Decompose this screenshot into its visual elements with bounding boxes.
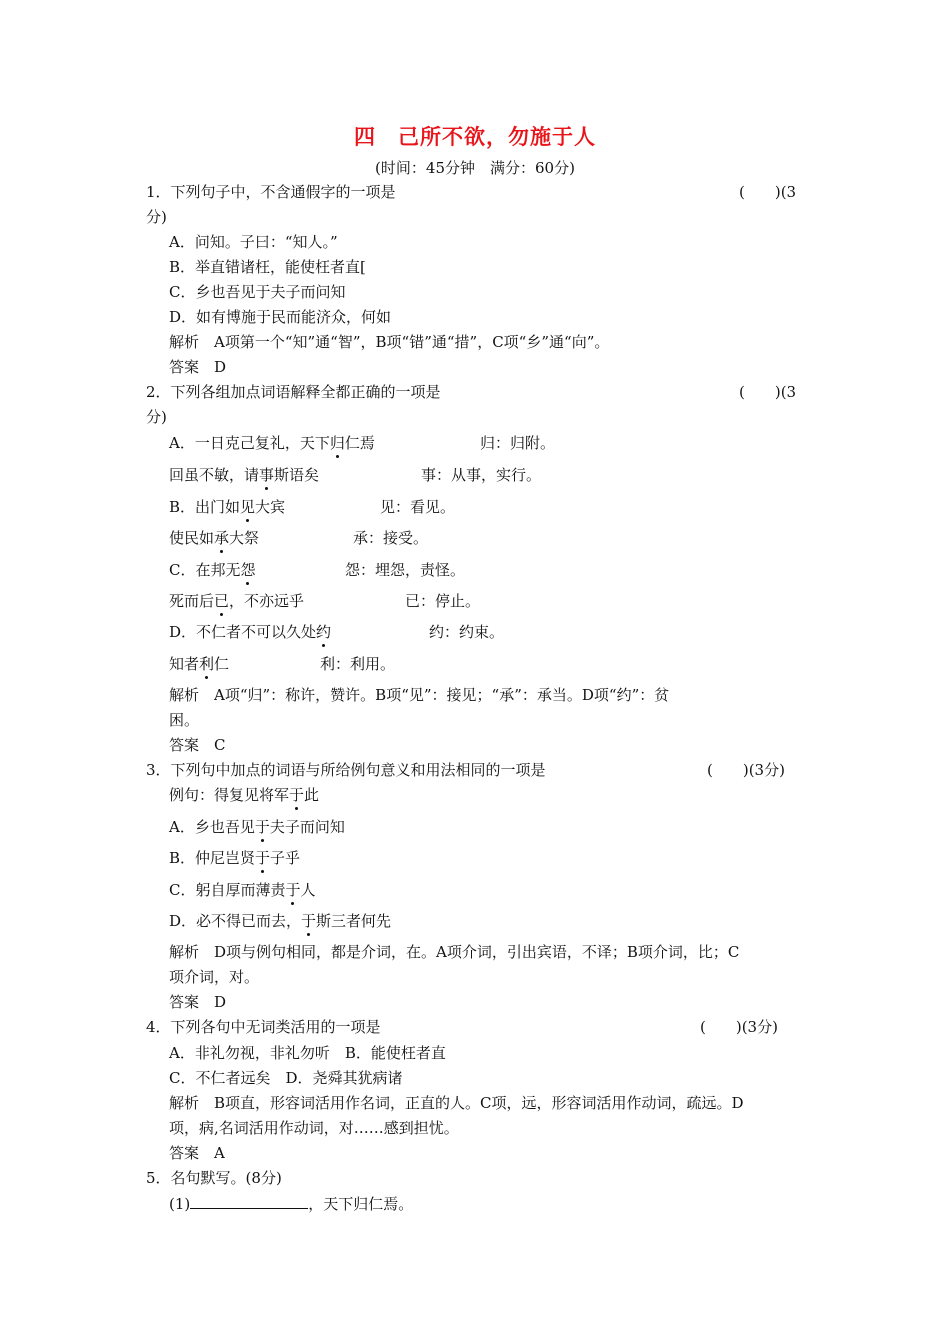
q2-analysis-line2: 困。 — [169, 711, 200, 729]
q4-answer: 答案 A — [169, 1144, 225, 1162]
q2-option-d-gloss2: 利：利用。 — [320, 655, 396, 673]
q2-analysis-line1: 解析 A项“归”：称许，赞许。B项“见”：接见；“承”：承当。D项“约”：贫 — [169, 686, 670, 704]
q4-analysis-line2: 项，病,名词活用作动词，对……感到担忧。 — [169, 1119, 459, 1137]
fill-in-blank[interactable] — [190, 1193, 308, 1209]
q1-analysis: 解析 A项第一个“知”通“智”，B项“错”通“措”，C项“乡”通“向”。 — [169, 333, 610, 351]
q2-option-a-gloss2: 事：从事，实行。 — [421, 466, 542, 484]
q2-option-b-line1 — [169, 497, 285, 517]
q3-option-b — [169, 848, 300, 868]
emphasis-dot-word: 承 — [214, 529, 230, 547]
q5-stem: 5．名句默写。(8分) — [146, 1169, 282, 1187]
q1-score-tail: 分) — [146, 208, 167, 226]
text-segment: 大祭 — [229, 529, 260, 547]
q4-score: ( )(3分) — [700, 1018, 778, 1036]
q4-options-ab: A．非礼勿视，非礼勿听 B．能使枉者直 — [169, 1044, 446, 1062]
text-segment: 人 — [300, 881, 316, 899]
text-segment: 知者 — [169, 655, 200, 673]
emphasis-dot-word: 已 — [214, 592, 230, 610]
text-segment: 使民如 — [169, 529, 215, 547]
emphasis-dot-word: 怨 — [240, 561, 256, 579]
text-segment: 仁焉 — [344, 434, 375, 452]
q2-option-b-line2 — [169, 528, 259, 548]
text-segment: 回虽不敏，请 — [169, 466, 260, 484]
q3-stem: 3．下列句中加点的词语与所给例句意义和用法相同的一项是 — [146, 761, 546, 779]
emphasis-dot-word: 归 — [329, 434, 345, 452]
text-segment: B．出门如 — [169, 498, 241, 516]
q3-option-d — [169, 911, 391, 931]
emphasis-dot-word: 于 — [255, 849, 271, 867]
q5-item-1 — [169, 1193, 413, 1214]
emphasis-dot-word: 于 — [254, 818, 270, 836]
text-segment: 斯三者何先 — [316, 912, 392, 930]
text-segment: 例句：得复见将军 — [169, 786, 290, 804]
emphasis-dot-word: 利 — [199, 655, 215, 673]
q2-option-b-gloss1: 见：看见。 — [380, 498, 456, 516]
emphasis-dot-word: 于 — [301, 912, 317, 930]
text-segment: D．必不得已而去， — [169, 912, 302, 930]
emphasis-dot-word: 于 — [285, 881, 301, 899]
q2-option-d-gloss1: 约：约束。 — [429, 623, 505, 641]
q3-example — [169, 785, 319, 805]
q1-stem: 1．下列句子中，不含通假字的一项是 — [146, 183, 396, 201]
q4-analysis-line1: 解析 B项直，形容词活用作名词，正直的人。C项，远，形容词活用作动词，疏远。D — [169, 1094, 744, 1112]
text-segment: ，不亦远乎 — [229, 592, 305, 610]
text-segment: A．乡也吾见 — [169, 818, 255, 836]
emphasis-dot-word: 约 — [316, 623, 332, 641]
q2-option-d-line2 — [169, 654, 229, 674]
q2-option-d-line1 — [169, 622, 331, 642]
q1-option-c: C．乡也吾见于夫子而问知 — [169, 283, 346, 301]
q3-analysis-line2: 项介词，对。 — [169, 968, 260, 986]
text-segment: 大宾 — [255, 498, 286, 516]
text-segment: B．仲尼岂贤 — [169, 849, 256, 867]
q2-score-tail: 分) — [146, 408, 167, 426]
document-subtitle: (时间：45分钟 满分：60分) — [375, 159, 575, 177]
q1-option-a: A．问知。子曰：“知人。” — [169, 233, 338, 251]
text-segment: D．不仁者不可以久处 — [169, 623, 317, 641]
q1-option-d: D．如有博施于民而能济众，何如 — [169, 308, 392, 326]
q2-option-c-gloss2: 已：停止。 — [405, 592, 481, 610]
text-segment: ，天下归仁焉。 — [308, 1195, 414, 1213]
text-segment: 此 — [304, 786, 320, 804]
q2-option-c-gloss1: 怨：埋怨，责怪。 — [345, 561, 466, 579]
text-segment: (1) — [169, 1195, 191, 1213]
text-segment: 子乎 — [270, 849, 301, 867]
text-segment: 斯语矣 — [274, 466, 320, 484]
q3-option-c — [169, 880, 316, 900]
q3-score: ( )(3分) — [707, 761, 785, 779]
q2-option-a-line2 — [169, 465, 319, 485]
q2-score: ( )(3 — [739, 383, 797, 401]
q2-option-b-gloss2: 承：接受。 — [353, 529, 429, 547]
q2-option-c-line2 — [169, 591, 304, 611]
q2-option-c-line1 — [169, 560, 256, 580]
q2-option-a-line1 — [169, 433, 375, 453]
text-segment: C．在邦无 — [169, 561, 241, 579]
q4-options-cd: C．不仁者远矣 D．尧舜其犹病诸 — [169, 1069, 403, 1087]
text-segment: 仁 — [214, 655, 230, 673]
q2-answer: 答案 C — [169, 736, 226, 754]
q1-answer: 答案 D — [169, 358, 227, 376]
emphasis-dot-word: 见 — [240, 498, 256, 516]
q4-stem: 4．下列各句中无词类活用的一项是 — [146, 1018, 381, 1036]
document-title: 四 己所不欲，勿施于人 — [354, 125, 596, 149]
q1-score: ( )(3 — [739, 183, 797, 201]
q2-stem: 2．下列各组加点词语解释全都正确的一项是 — [146, 383, 441, 401]
text-segment: 死而后 — [169, 592, 215, 610]
text-segment: 夫子而问知 — [269, 818, 345, 836]
emphasis-dot-word: 于 — [289, 786, 305, 804]
q3-option-a — [169, 817, 345, 837]
q1-option-b: B．举直错诸枉，能使枉者直[ — [169, 258, 366, 276]
q2-option-a-gloss1: 归：归附。 — [480, 434, 556, 452]
text-segment: A．一日克己复礼，天下 — [169, 434, 330, 452]
q3-analysis-line1: 解析 D项与例句相同，都是介词，在。A项介词，引出宾语，不译；B项介词，比；C — [169, 943, 740, 961]
emphasis-dot-word: 事 — [259, 466, 275, 484]
q3-answer: 答案 D — [169, 993, 227, 1011]
text-segment: C．躬自厚而薄责 — [169, 881, 286, 899]
